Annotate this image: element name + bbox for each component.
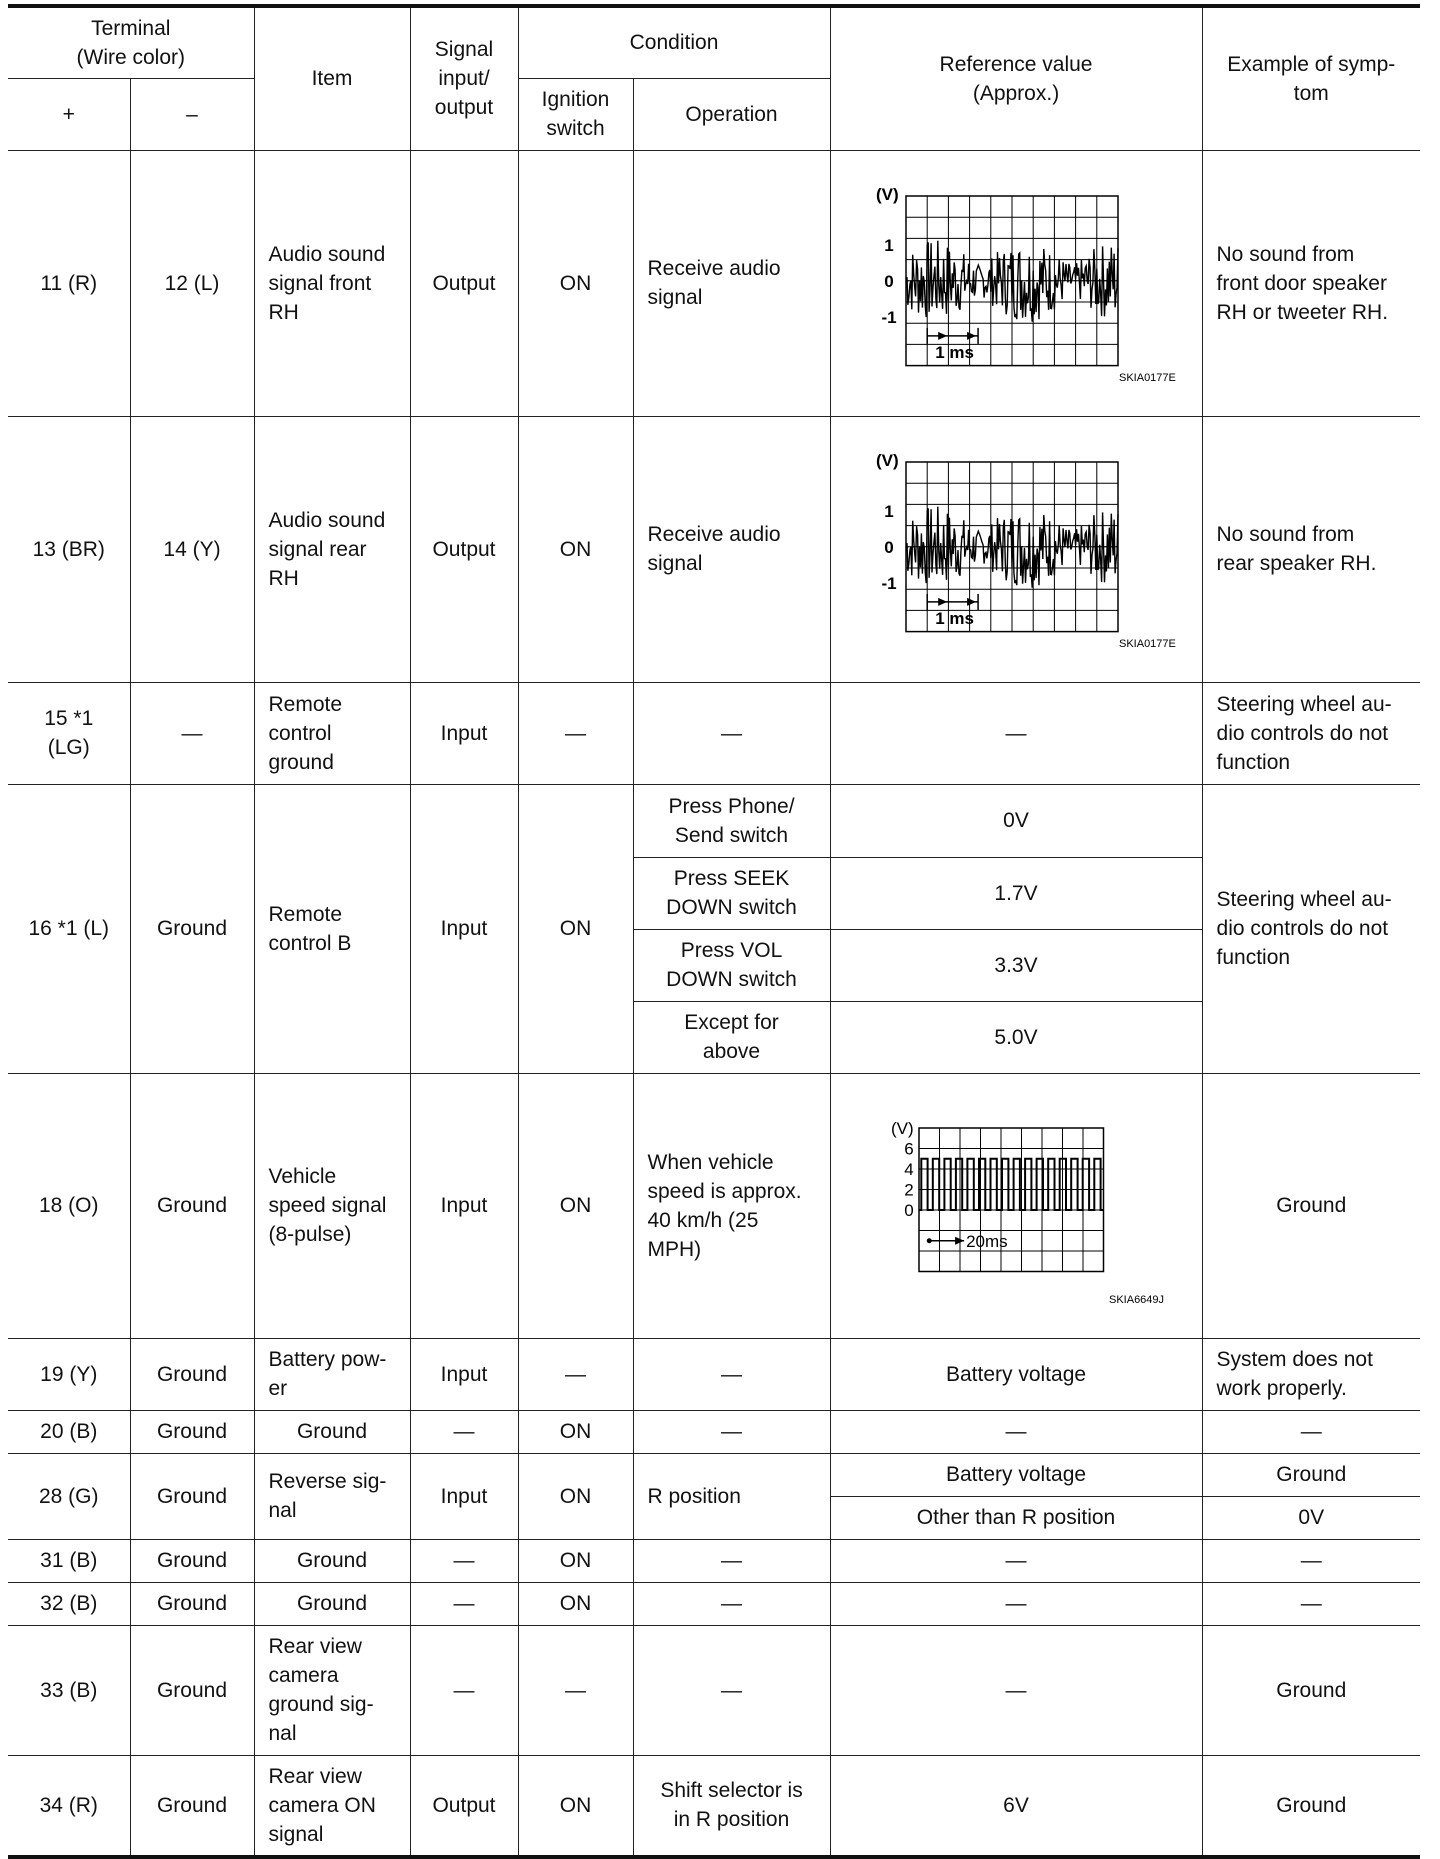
ignition-switch: — xyxy=(518,1338,633,1410)
terminal-plus: 28 (G) xyxy=(8,1453,130,1539)
terminal-minus: Ground xyxy=(130,1539,254,1582)
terminal-minus: Ground xyxy=(130,1410,254,1453)
table-row xyxy=(8,150,1420,416)
y-tick-label: 6 xyxy=(904,1139,914,1159)
reference-value: 3.3V xyxy=(830,929,1202,1001)
operation: Press VOL DOWN switch xyxy=(633,929,830,1001)
terminal-plus: 34 (R) xyxy=(8,1755,130,1857)
ignition-switch: — xyxy=(518,1625,633,1755)
reference-value: — xyxy=(830,682,1202,784)
time-marker-dot xyxy=(927,1238,932,1243)
scope-frame xyxy=(919,1128,1104,1272)
symptom: No sound from rear speaker RH. xyxy=(1202,416,1420,682)
symptom: — xyxy=(1202,1582,1420,1625)
reference-value: 6V xyxy=(830,1755,1202,1857)
signal-io: — xyxy=(410,1625,518,1755)
pulse-trace xyxy=(919,1159,1104,1210)
terminal-plus: 18 (O) xyxy=(8,1073,130,1338)
signal-io: Input xyxy=(410,784,518,1073)
time-scale-label: 1 ms xyxy=(935,608,974,628)
operation: Except for above xyxy=(633,1001,830,1073)
terminal-plus: 31 (B) xyxy=(8,1539,130,1582)
item-name: Vehicle speed signal (8-pulse) xyxy=(254,1073,410,1338)
terminal-minus: — xyxy=(130,682,254,784)
terminal-plus: 33 (B) xyxy=(8,1625,130,1755)
reference-value: — xyxy=(830,1625,1202,1755)
item-name: Rear view camera ground sig- nal xyxy=(254,1625,410,1755)
reference-value: — xyxy=(830,1539,1202,1582)
symptom: Ground xyxy=(1202,1453,1420,1496)
signal-io: Input xyxy=(410,1073,518,1338)
terminal-plus: 15 *1 (LG) xyxy=(8,682,130,784)
terminal-plus: 13 (BR) xyxy=(8,416,130,682)
operation: — xyxy=(633,1338,830,1410)
y-tick-label: 2 xyxy=(904,1180,914,1200)
symptom: — xyxy=(1202,1539,1420,1582)
table-row xyxy=(8,1338,1420,1410)
symptom: Ground xyxy=(1202,1073,1420,1338)
y-tick-label: 1 xyxy=(884,235,894,255)
terminal-minus: 14 (Y) xyxy=(130,416,254,682)
signal-io: — xyxy=(410,1582,518,1625)
operation: R position xyxy=(633,1453,830,1539)
item-name: Ground xyxy=(254,1410,410,1453)
item-name: Ground xyxy=(254,1539,410,1582)
header-plus: + xyxy=(8,78,130,150)
vehicle-speed-pulse-waveform xyxy=(851,1098,1181,1313)
y-unit-label: (V) xyxy=(876,184,899,204)
reference-value: Other than R position xyxy=(830,1496,1202,1539)
terminal-minus: Ground xyxy=(130,1073,254,1338)
terminal-spec-table xyxy=(8,4,1420,1859)
terminal-minus: Ground xyxy=(130,1453,254,1539)
item-name: Reverse sig- nal xyxy=(254,1453,410,1539)
operation: — xyxy=(633,1625,830,1755)
terminal-minus: 12 (L) xyxy=(130,150,254,416)
arrow-head xyxy=(967,331,976,339)
reference-value: 1.7V xyxy=(830,857,1202,929)
arrow-head xyxy=(938,597,947,605)
header-symptom: Example of symp- tom xyxy=(1202,6,1420,150)
arrow-head xyxy=(938,331,947,339)
audio-signal-waveform xyxy=(851,176,1181,391)
item-name: Battery pow- er xyxy=(254,1338,410,1410)
table-row xyxy=(8,1410,1420,1453)
operation: Receive audio signal xyxy=(633,150,830,416)
operation: Press SEEK DOWN switch xyxy=(633,857,830,929)
table-row xyxy=(8,784,1420,857)
operation: — xyxy=(633,1582,830,1625)
ignition-switch: ON xyxy=(518,150,633,416)
reference-waveform xyxy=(830,150,1202,416)
table-row xyxy=(8,682,1420,784)
terminal-minus: Ground xyxy=(130,1338,254,1410)
figure-code: SKIA6649J xyxy=(1109,1294,1165,1306)
reference-value: Battery voltage xyxy=(830,1338,1202,1410)
operation: — xyxy=(633,1410,830,1453)
symptom: — xyxy=(1202,1410,1420,1453)
signal-io: — xyxy=(410,1410,518,1453)
figure-code: SKIA0177E xyxy=(1119,371,1176,384)
y-tick-label: 1 xyxy=(884,501,894,521)
y-tick-label: 0 xyxy=(904,1201,914,1220)
header-signal: Signal input/ output xyxy=(410,6,518,150)
symptom: Ground xyxy=(1202,1755,1420,1857)
signal-io: Input xyxy=(410,1453,518,1539)
signal-io: Output xyxy=(410,416,518,682)
item-name: Ground xyxy=(254,1582,410,1625)
ignition-switch: ON xyxy=(518,1453,633,1539)
terminal-spec-table-container xyxy=(8,4,1420,1859)
header-terminal: Terminal (Wire color) xyxy=(8,6,254,78)
arrow-head xyxy=(967,597,976,605)
header-ignition: Ignition switch xyxy=(518,78,633,150)
ignition-switch: ON xyxy=(518,1539,633,1582)
table-row xyxy=(8,1755,1420,1857)
reference-value: 0V xyxy=(830,784,1202,857)
y-unit-label: (V) xyxy=(876,450,899,470)
symptom: 0V xyxy=(1202,1496,1420,1539)
figure-code: SKIA0177E xyxy=(1119,637,1176,650)
terminal-plus: 20 (B) xyxy=(8,1410,130,1453)
table-row xyxy=(8,1582,1420,1625)
y-tick-label: 0 xyxy=(884,271,894,291)
reference-waveform xyxy=(830,1073,1202,1338)
item-name: Rear view camera ON signal xyxy=(254,1755,410,1857)
terminal-minus: Ground xyxy=(130,1582,254,1625)
audio-signal-waveform xyxy=(851,442,1181,657)
table-row xyxy=(8,1539,1420,1582)
ignition-switch: ON xyxy=(518,1073,633,1338)
header-reference: Reference value (Approx.) xyxy=(830,6,1202,150)
reference-value: 5.0V xyxy=(830,1001,1202,1073)
y-unit-label: (V) xyxy=(891,1119,914,1138)
terminal-plus: 16 *1 (L) xyxy=(8,784,130,1073)
item-name: Audio sound signal front RH xyxy=(254,150,410,416)
operation: Press Phone/ Send switch xyxy=(633,784,830,857)
header-operation: Operation xyxy=(633,78,830,150)
terminal-minus: Ground xyxy=(130,1625,254,1755)
item-name: Audio sound signal rear RH xyxy=(254,416,410,682)
ignition-switch: ON xyxy=(518,416,633,682)
signal-io: Input xyxy=(410,682,518,784)
operation: — xyxy=(633,1539,830,1582)
table-row xyxy=(8,1453,1420,1496)
operation: When vehicle speed is approx. 40 km/h (25 MPH) xyxy=(633,1073,830,1338)
y-tick-label: -1 xyxy=(881,573,897,593)
terminal-minus: Ground xyxy=(130,784,254,1073)
symptom: Steering wheel au- dio controls do not function xyxy=(1202,784,1420,1073)
operation: Shift selector is in R position xyxy=(633,1755,830,1857)
ignition-switch: — xyxy=(518,682,633,784)
symptom: System does not work properly. xyxy=(1202,1338,1420,1410)
ignition-switch: ON xyxy=(518,784,633,1073)
ignition-switch: ON xyxy=(518,1410,633,1453)
symptom: No sound from front door speaker RH or tweeter RH. xyxy=(1202,150,1420,416)
y-tick-label: 4 xyxy=(904,1160,914,1179)
operation: Receive audio signal xyxy=(633,416,830,682)
terminal-plus: 19 (Y) xyxy=(8,1338,130,1410)
table-row xyxy=(8,416,1420,682)
y-tick-label: -1 xyxy=(881,307,897,327)
ignition-switch: ON xyxy=(518,1582,633,1625)
signal-io: Input xyxy=(410,1338,518,1410)
time-scale-label: 20ms xyxy=(966,1231,1008,1251)
symptom: Steering wheel au- dio controls do not function xyxy=(1202,682,1420,784)
operation: — xyxy=(633,682,830,784)
signal-io: Output xyxy=(410,1755,518,1857)
reference-value: — xyxy=(830,1410,1202,1453)
header-minus: – xyxy=(130,78,254,150)
signal-io: Output xyxy=(410,150,518,416)
reference-value: Battery voltage xyxy=(830,1453,1202,1496)
y-tick-label: 0 xyxy=(884,537,894,557)
terminal-plus: 32 (B) xyxy=(8,1582,130,1625)
table-row xyxy=(8,1625,1420,1755)
header-item: Item xyxy=(254,6,410,150)
symptom: Ground xyxy=(1202,1625,1420,1755)
reference-waveform xyxy=(830,416,1202,682)
terminal-plus: 11 (R) xyxy=(8,150,130,416)
reference-value: — xyxy=(830,1582,1202,1625)
terminal-minus: Ground xyxy=(130,1755,254,1857)
ignition-switch: ON xyxy=(518,1755,633,1857)
time-scale-label: 1 ms xyxy=(935,342,974,362)
item-name: Remote control ground xyxy=(254,682,410,784)
item-name: Remote control B xyxy=(254,784,410,1073)
header-condition: Condition xyxy=(518,6,830,78)
signal-io: — xyxy=(410,1539,518,1582)
table-row xyxy=(8,1073,1420,1338)
